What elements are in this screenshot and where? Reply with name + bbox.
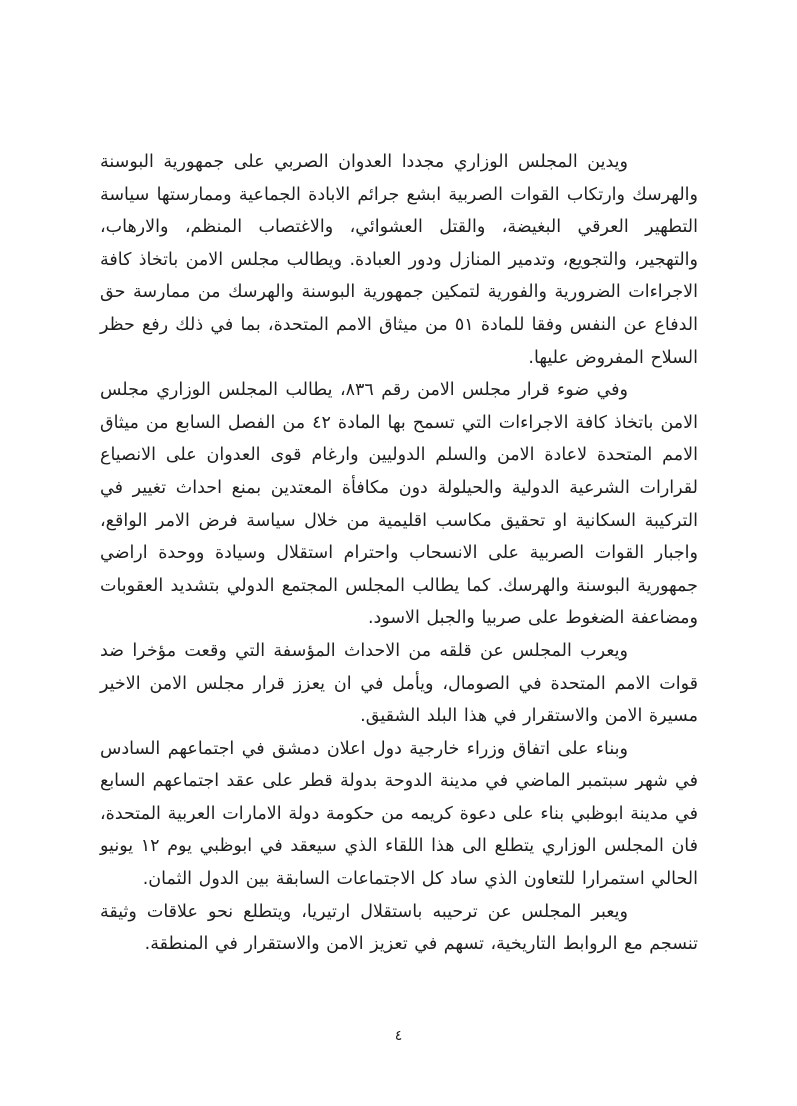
- paragraph: ويعرب المجلس عن قلقه من الاحداث المؤسفة التي وقعت مؤخرا ضد قوات الامم المتحدة في الصومال، ويأمل في ان يعزز قرار مجلس الامن الاخير مسيرة الامن والاستقرار في هذا البلد الشقيق.: [100, 640, 698, 727]
- paragraph: وفي ضوء قرار مجلس الامن رقم ٨٣٦، يطالب المجلس الوزاري مجلس الامن باتخاذ كافة الاجراءات التي تسمح بها المادة ٤٢ من الفصل السابع من ميثاق الامم المتحدة لاعادة الامن والسلم الدوليين وارغام قوى العدوان على الانصياع لقرارات الشرعية الدولية والحيلولة دون مكافأة المعتدين بمنع احداث تغيير في التركيبة السكانية او تحقيق مكاسب اقليمية من خلال سياسة فرض الامر الواقع، واجبار القوات الصربية على الانسحاب واحترام استقلال وسيادة ووحدة اراضي جمهورية البوسنة والهرسك. كما يطالب المجلس المجتمع الدولي بتشديد العقوبات ومضاعفة الضغوط على صربيا والجبل الاسود.: [100, 380, 698, 629]
- paragraph: وبناء على اتفاق وزراء خارجية دول اعلان دمشق في اجتماعهم السادس في شهر سبتمبر الماضي في مدينة الدوحة بدولة قطر على عقد اجتماعهم السابع في مدينة ابوظبي بناء على دعوة كريمه من حكومة دولة الامارات العربية المتحدة، فان المجلس الوزاري يتطلع الى هذا اللقاء الذي سيعقد في ابوظبي يوم ١٢ يونيو الحالي استمرارا للتعاون الذي ساد كل الاجتماعات السابقة بين الدول الثمان.: [100, 738, 698, 890]
- page-number: ٤: [394, 1028, 403, 1044]
- document-body: [100, 146, 698, 961]
- paragraph: ويعبر المجلس عن ترحيبه باستقلال ارتيريا، ويتطلع نحو علاقات وثيقة تنسجم مع الروابط التاريخية، تسهم في تعزيز الامن والاستقرار في المنطقة.: [100, 901, 698, 955]
- paragraph: ويدين المجلس الوزاري مجددا العدوان الصربي على جمهورية البوسنة والهرسك وارتكاب القوات الصربية ابشع جرائم الابادة الجماعية وممارستها سياسة التطهير العرقي البغيضة، والقتل العشوائي، والاغتصاب المنظم، والارهاب، والتهجير، والتجويع، وتدمير المنازل ودور العبادة. ويطالب مجلس الامن باتخاذ كافة الاجراءات الضرورية والفورية لتمكين جمهورية البوسنة والهرسك من ممارسة حق الدفاع عن النفس وفقا للمادة ٥١ من ميثاق الامم المتحدة، بما في ذلك رفع حظر السلاح المفروض عليها.: [100, 152, 698, 368]
